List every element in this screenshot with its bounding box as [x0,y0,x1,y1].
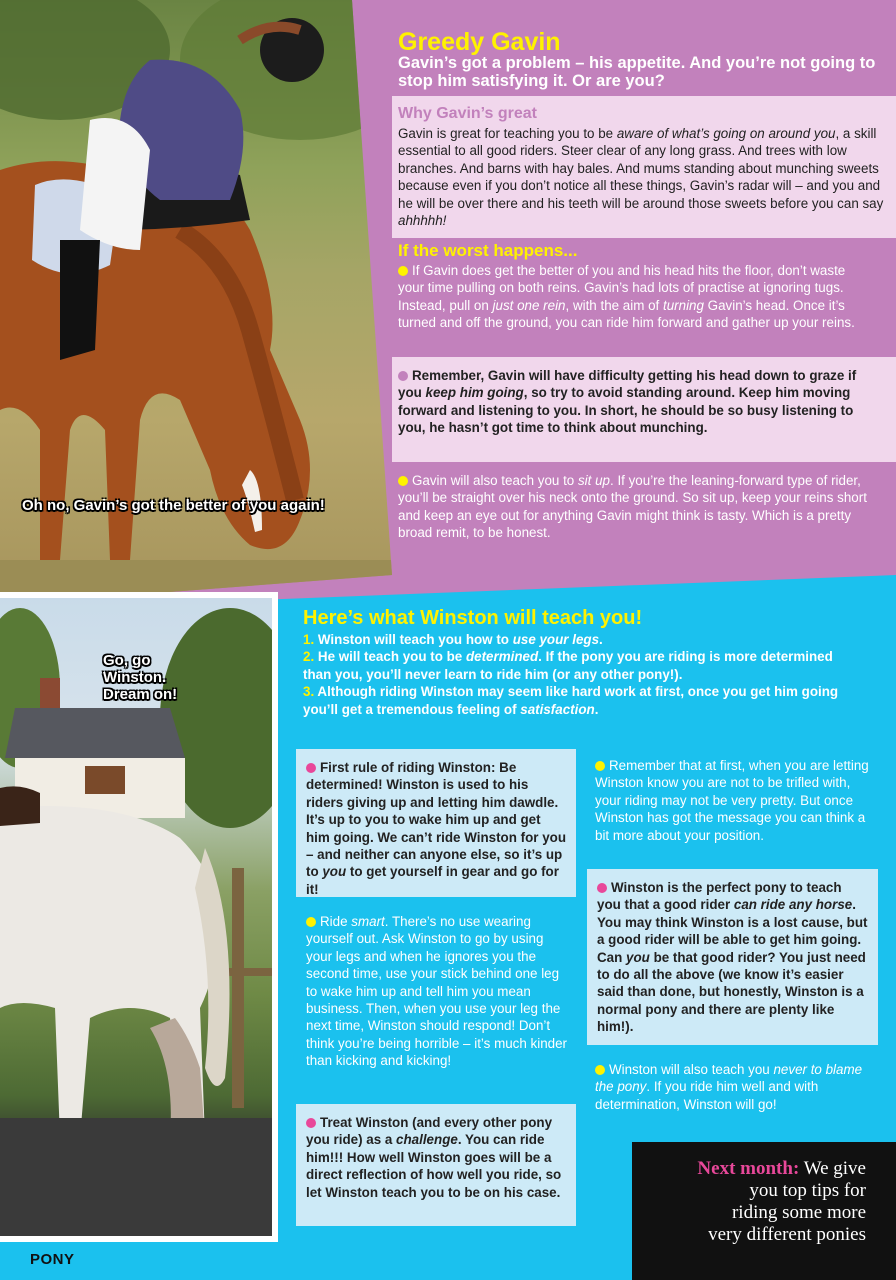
remember-gavin-box [392,357,896,462]
winston-point-2 [303,648,863,683]
why-text-emphasis: aware of what’s going on around you [616,126,836,141]
winston-point-1 [303,631,863,648]
never-blame-part: . If you ride him well and with determination, Winston will go! [595,1079,819,1112]
worst-text: , with the aim of [565,297,663,313]
gavin-photo-caption: Oh no, Gavin’s got the better of you again! [22,497,325,514]
point-emphasis: use your legs [512,632,600,647]
first-rule-box [296,749,576,897]
first-rule-text [306,759,566,898]
first-rule-emphasis: you [322,864,347,880]
ride-smart-emphasis: smart [351,914,385,929]
remember-text: , so try to avoid standing around. Keep him moving forward and listening to you. In short, he should be so busy listening to you, he hasn’t got time to think about munching. [398,385,854,436]
never-blame-part: Winston will also teach you [609,1062,774,1077]
point-text: Winston will teach you how to [314,632,513,647]
next-month-line-4: very different ponies [708,1224,866,1245]
challenge-emphasis: challenge [396,1132,458,1148]
gavin-subtitle: Gavin’s got a problem – his appetite. And you’re not going to stop him satisfying it. Or are you? [398,54,876,90]
point-text: . If the pony you are riding is more determined than you, you’ll never learn to ride him (or any other pony!). [303,649,833,682]
worst-paragraph-1 [398,262,868,332]
point-text: . [594,701,599,717]
bullet-icon [595,761,605,771]
winston-photo-caption: Go, go Winston. Dream on! [103,652,178,703]
first-rule-part: to get yourself in gear and go for it! [306,864,559,897]
ride-smart-part: Ride [320,914,352,929]
why-text-part: , a skill essential to all good riders. Steer clear of any long grass. And trees with low branches. And barns with hay bales. And mums standing about munching sweets because even if you don’t notice all these things, Gavin’s radar will – and you and he will be over there and his teeth will be around those sweets before you can say [398,126,884,211]
sit-up-text: . If you’re the leaning-forward type of rider, you’ll be straight over his neck onto the ground. So sit up, keep your reins short and keep an eye out for anything Gavin might think is tasty. Which is a pretty broad remit, to be honest. [398,473,867,541]
next-month-line-3: riding some more [731,1202,866,1223]
remember-text-emphasis: keep him going [425,385,524,401]
perfect-pony-box [587,869,878,1045]
point-number: 3. [303,684,315,700]
bullet-icon [306,763,316,773]
bullet-icon [306,1118,316,1128]
worst-paragraph-3 [398,472,868,542]
bullet-icon [597,883,607,893]
ride-smart-text [306,913,572,1070]
worst-text: If Gavin does get the better of you and his head hits the floor, don’t waste your time pulling on both reins. Gavin’s had lots of practise at ignoring tugs. Instead, pull on [398,263,846,313]
worst-text-emphasis: just one rein [492,297,566,313]
winston-points [303,631,863,718]
next-month-text: We give [799,1158,866,1179]
remember-winston-part: Remember that at first, when you are letting Winston know you are not to be trifled with, your riding may not be very pretty. But once Winston has got the message you can think a bit more about your position. [595,758,869,843]
worst-text: Gavin’s head. Once it’s turned and off the ground, you can ride him forward and gather up your reins. [398,297,855,331]
winston-heading: Here’s what Winston will teach you! [303,607,643,629]
perfect-pony-part: . You may think Winston is a lost cause, but a good rider will be able to get him going. Can [597,897,868,965]
never-blame-emphasis: never to blame the pony [595,1062,863,1095]
perfect-pony-part: Winston is the perfect pony to teach you that a good rider [597,880,842,913]
next-month-box [632,1142,896,1280]
remember-gavin-text [398,367,868,437]
bullet-icon [398,371,408,381]
why-gavin-box [392,96,896,238]
worst-text-emphasis: turning [663,297,704,313]
point-emphasis: satisfaction [520,701,595,717]
first-rule-part: First rule of riding Winston: Be determined! Winston is used to his riders giving up and letting him dawdle. It’s up to you to wake him up and get him going. We can’t ride Winston for you – and neither can anyone else, so it’s up to [306,760,567,880]
perfect-pony-part: be that good rider? You just need to do all the above (we know it’s easier said than done, but honestly, Winston is a normal pony and there are plenty like him!). [597,949,866,1035]
point-number: 2. [303,649,315,665]
never-blame-text [595,1061,875,1113]
perfect-pony-emphasis: you [626,949,650,965]
next-month-label: Next month: [697,1158,800,1179]
point-emphasis: determined [465,649,539,665]
point-text: . [599,632,603,647]
challenge-part: . You can ride him!!! How well Winston goes will be a direct reflection of how well you ride, so let Winston teach you to be on his case. [306,1132,562,1200]
bullet-icon [398,476,408,486]
bullet-icon [398,266,408,276]
pony-logo: PONY [30,1251,75,1268]
sit-up-text-emphasis: sit up [577,473,610,488]
point-text: Although riding Winston may seem like hard work at first, once you get him going you’ll get a tremendous feeling of [303,684,839,717]
challenge-text [306,1114,566,1201]
why-text-emphasis: ahhhhh! [398,213,447,229]
worst-heading: If the worst happens... [398,241,578,260]
next-month-line-2: you top tips for [749,1180,866,1201]
next-month-line-1 [632,1158,866,1180]
point-text: He will teach you to be [314,649,466,665]
point-number: 1. [303,632,315,647]
remember-text: Remember, Gavin will have difficulty getting his head down to graze if you [398,368,857,401]
challenge-part: Treat Winston (and every other pony you ride) as a [306,1115,553,1148]
perfect-pony-text [597,879,868,1036]
why-gavin-text [398,125,884,229]
bullet-icon [306,917,316,927]
challenge-box [296,1104,576,1226]
why-gavin-heading: Why Gavin’s great [398,105,537,122]
remember-winston-text [595,757,875,844]
sit-up-text: Gavin will also teach you to [412,473,578,488]
bullet-icon [595,1065,605,1075]
perfect-pony-emphasis: can ride any horse [733,897,853,913]
gavin-title: Greedy Gavin [398,28,561,56]
ride-smart-part: . There’s no use wearing yourself out. Ask Winston to go by using your legs and when he ignores you the second time, use your stick behind one leg to wake him up and tell him you mean business. Then, when you use your leg the next time, Winston should respond! Don’t think you’re being horrible – it’s much kinder than kicking and kicking! [306,914,568,1069]
winston-point-3 [303,683,863,718]
why-text-part: Gavin is great for teaching you to be [398,126,617,141]
